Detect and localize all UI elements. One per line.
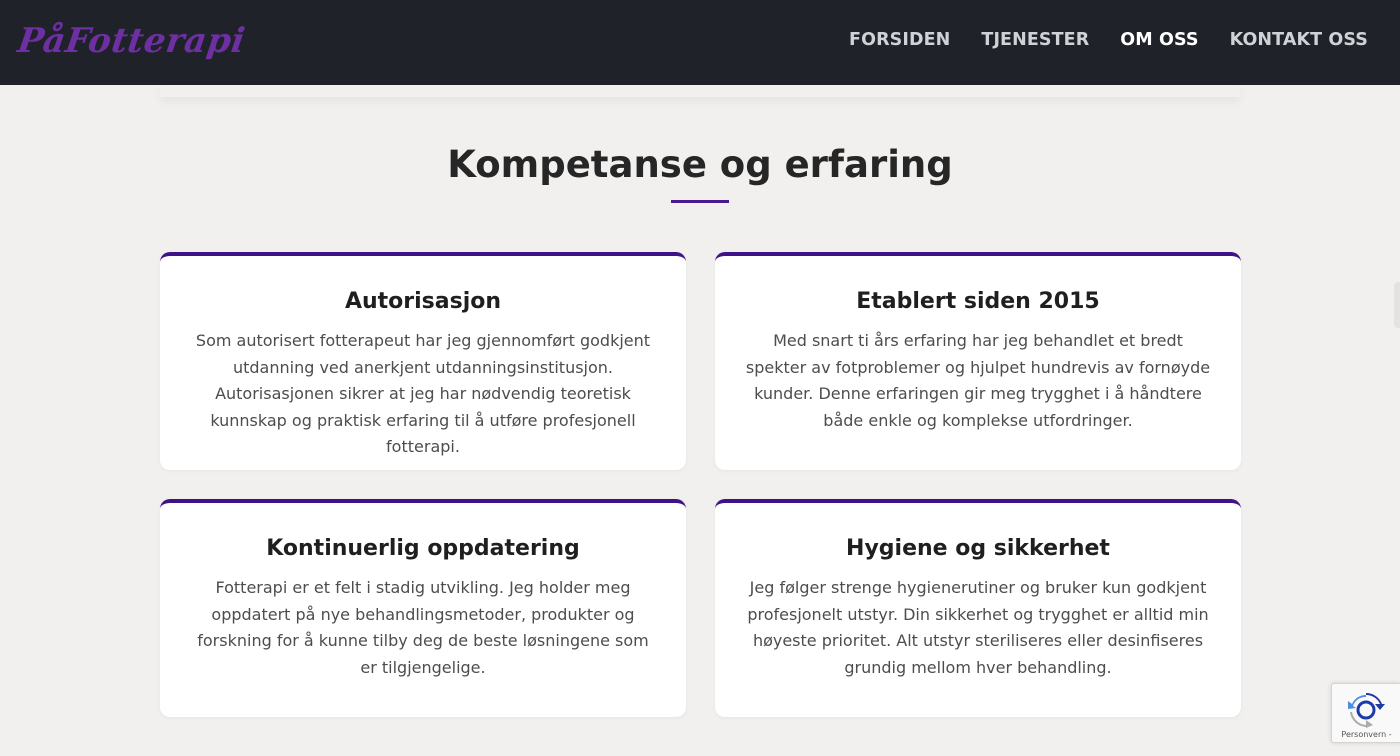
- logo-text: PåFotterapi: [15, 21, 248, 61]
- side-scroll-tab[interactable]: [1394, 282, 1400, 328]
- nav-item-forsiden[interactable]: FORSIDEN: [849, 30, 951, 50]
- nav-item-kontakt-oss[interactable]: KONTAKT OSS: [1229, 30, 1368, 50]
- card-autorisasjon: [160, 252, 686, 470]
- nav-item-om-oss[interactable]: OM OSS: [1120, 30, 1199, 50]
- card-text: Jeg følger strenge hygienerutiner og bruker kun godkjent profesjonelt utstyr. Din sikkerhet og trygghet er alltid min høyeste prioritet. Alt utstyr steriliseres eller desinfiseres grundig mellom hver behandling.: [747, 578, 1209, 677]
- title-underline: [671, 200, 729, 203]
- card-title: Etablert siden 2015: [856, 289, 1100, 314]
- nav-item-tjenester[interactable]: TJENESTER: [981, 30, 1090, 50]
- recaptcha-text: Personvern -: [1341, 730, 1392, 739]
- main-nav: [849, 30, 1368, 50]
- card-kontinuerlig-oppdatering: [160, 499, 686, 717]
- card-text: Fotterapi er et felt i stadig utvikling. Jeg holder meg oppdatert på nye behandlingsmetoder, produkter og forskning for å kunne tilby deg de beste løsningene som er tilgjengelige.: [197, 578, 649, 677]
- section-title: Kompetanse og erfaring: [447, 143, 953, 186]
- card-title: Kontinuerlig oppdatering: [266, 536, 580, 561]
- recaptcha-badge[interactable]: [1331, 683, 1400, 743]
- recaptcha-icon: [1347, 692, 1385, 728]
- card-hygiene-og-sikkerhet: [715, 499, 1241, 717]
- previous-section-edge: [160, 85, 1240, 97]
- card-text: Med snart ti års erfaring har jeg behandlet et bredt spekter av fotproblemer og hjulpet hundrevis av fornøyde kunder. Denne erfaringen gir meg trygghet i å håndtere både enkle og komplekse utfordringer.: [745, 331, 1211, 430]
- site-logo[interactable]: [15, 14, 248, 68]
- card-title: Autorisasjon: [344, 289, 502, 314]
- card-title: Hygiene og sikkerhet: [846, 536, 1110, 561]
- card-text: Som autorisert fotterapeut har jeg gjennomført godkjent utdanning ved anerkjent utdanningsinstitusjon. Autorisasjonen sikrer at jeg har nødvendig teoretisk kunnskap og praktisk erfaring til å utføre profesjonell fotterapi.: [195, 331, 651, 456]
- site-header: [0, 0, 1400, 85]
- card-etablert: [715, 252, 1241, 470]
